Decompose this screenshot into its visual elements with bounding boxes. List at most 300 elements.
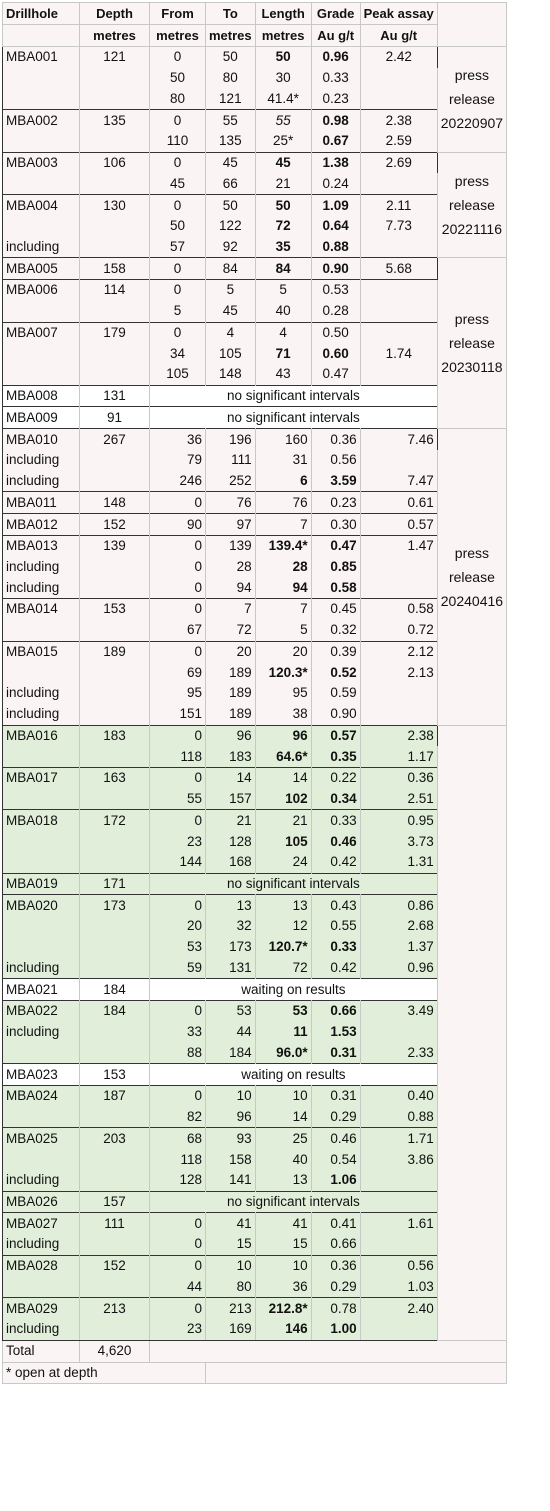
table-row — [3, 1213, 507, 1234]
total-label: Total — [3, 1340, 80, 1362]
table-row — [3, 173, 507, 194]
cell-from: 36 — [150, 429, 206, 450]
cell-peak-assay: 7.47 — [360, 471, 437, 492]
cell-grade: 0.33 — [311, 937, 360, 958]
cell-grade: 0.33 — [311, 68, 360, 89]
header-depth: Depth — [80, 3, 150, 25]
cell-to: 41 — [206, 1213, 256, 1234]
cell-grade: 0.78 — [311, 1298, 360, 1319]
cell-to: 131 — [206, 958, 256, 979]
table-row — [3, 1043, 507, 1064]
cell-from: 23 — [150, 831, 206, 852]
cell-drillhole — [3, 88, 80, 109]
cell-peak-assay: 0.56 — [360, 1255, 437, 1276]
cell-to: 13 — [206, 895, 256, 916]
cell-from: 0 — [150, 577, 206, 598]
cell-to: 121 — [206, 88, 256, 109]
cell-depth: 135 — [80, 110, 150, 131]
cell-depth — [80, 958, 150, 979]
table-row — [3, 1064, 507, 1086]
cell-peak-assay — [360, 68, 437, 89]
cell-drillhole: MBA016 — [3, 725, 80, 746]
cell-grade: 1.53 — [311, 1022, 360, 1043]
cell-grade: 0.52 — [311, 662, 360, 683]
cell-length: 7 — [255, 599, 311, 620]
cell-grade: 0.39 — [311, 641, 360, 662]
cell-depth — [80, 237, 150, 258]
table-row — [3, 514, 507, 536]
cell-peak-assay: 3.73 — [360, 831, 437, 852]
cell-depth — [80, 557, 150, 578]
cell-drillhole: MBA023 — [3, 1064, 80, 1086]
cell-grade: 0.31 — [311, 1085, 360, 1106]
cell-to: 53 — [206, 1001, 256, 1022]
cell-drillhole — [3, 343, 80, 364]
cell-drillhole: MBA004 — [3, 195, 80, 216]
table-row — [3, 216, 507, 237]
cell-drillhole — [3, 1277, 80, 1298]
cell-drillhole — [3, 216, 80, 237]
cell-drillhole — [3, 173, 80, 194]
cell-to: 183 — [206, 746, 256, 767]
cell-from: 0 — [150, 767, 206, 788]
cell-grade: 0.66 — [311, 1001, 360, 1022]
cell-drillhole: MBA027 — [3, 1213, 80, 1234]
cell-depth: 153 — [80, 1064, 150, 1086]
cell-drillhole — [3, 789, 80, 810]
cell-length: 4 — [255, 322, 311, 343]
table-row — [3, 557, 507, 578]
cell-to: 139 — [206, 535, 256, 556]
cell-length: 139.4* — [255, 535, 311, 556]
cell-from: 90 — [150, 514, 206, 536]
cell-depth — [80, 852, 150, 873]
cell-grade: 0.24 — [311, 173, 360, 194]
cell-length: 96.0* — [255, 1043, 311, 1064]
table-row — [3, 1085, 507, 1106]
cell-to: 44 — [206, 1022, 256, 1043]
cell-length: 105 — [255, 831, 311, 852]
cell-depth: 111 — [80, 1213, 150, 1234]
cell-length: 13 — [255, 895, 311, 916]
cell-to: 105 — [206, 343, 256, 364]
table-row — [3, 831, 507, 852]
cell-to: 7 — [206, 599, 256, 620]
cell-status-note: waiting on results — [150, 1064, 438, 1086]
cell-grade: 0.55 — [311, 916, 360, 937]
cell-length: 14 — [255, 1107, 311, 1128]
cell-to: 66 — [206, 173, 256, 194]
table-row — [3, 1234, 507, 1255]
cell-grade: 3.59 — [311, 471, 360, 492]
cell-peak-assay — [360, 301, 437, 322]
cell-status-note: waiting on results — [150, 979, 438, 1001]
cell-peak-assay — [360, 1170, 437, 1191]
table-row — [3, 47, 507, 68]
cell-grade: 0.42 — [311, 958, 360, 979]
cell-to: 20 — [206, 641, 256, 662]
cell-depth: 157 — [80, 1191, 150, 1213]
cell-status-note: no significant intervals — [150, 385, 438, 407]
cell-to: 5 — [206, 280, 256, 301]
cell-length: 25 — [255, 1128, 311, 1149]
cell-to: 92 — [206, 237, 256, 258]
cell-length: 30 — [255, 68, 311, 89]
cell-depth: 171 — [80, 873, 150, 895]
cell-length: 14 — [255, 767, 311, 788]
cell-peak-assay — [360, 322, 437, 343]
cell-length: 160 — [255, 429, 311, 450]
cell-grade: 0.29 — [311, 1277, 360, 1298]
cell-status-note: no significant intervals — [150, 1191, 438, 1213]
cell-grade: 0.66 — [311, 1234, 360, 1255]
cell-grade: 0.29 — [311, 1107, 360, 1128]
cell-peak-assay — [360, 577, 437, 598]
table-row — [3, 789, 507, 810]
cell-drillhole: including — [3, 958, 80, 979]
cell-grade: 0.64 — [311, 216, 360, 237]
cell-length: 5 — [255, 620, 311, 641]
cell-drillhole: MBA012 — [3, 514, 80, 536]
cell-to: 72 — [206, 620, 256, 641]
cell-from: 59 — [150, 958, 206, 979]
cell-peak-assay: 0.88 — [360, 1107, 437, 1128]
cell-peak-assay: 2.12 — [360, 641, 437, 662]
cell-drillhole: MBA022 — [3, 1001, 80, 1022]
cell-to: 45 — [206, 152, 256, 173]
cell-peak-assay: 0.57 — [360, 514, 437, 536]
cell-drillhole: including — [3, 1234, 80, 1255]
cell-to: 169 — [206, 1319, 256, 1340]
cell-from: 67 — [150, 620, 206, 641]
cell-length: 120.3* — [255, 662, 311, 683]
cell-length: 10 — [255, 1085, 311, 1106]
table-row — [3, 535, 507, 556]
cell-grade: 0.47 — [311, 364, 360, 385]
total-row — [3, 1340, 507, 1362]
cell-to: 4 — [206, 322, 256, 343]
cell-length: 102 — [255, 789, 311, 810]
cell-from: 0 — [150, 1255, 206, 1276]
cell-peak-assay: 7.73 — [360, 216, 437, 237]
cell-depth: 179 — [80, 322, 150, 343]
note-row-blank — [206, 1362, 507, 1384]
cell-grade: 0.32 — [311, 620, 360, 641]
table-row — [3, 1170, 507, 1191]
cell-status-note: no significant intervals — [150, 873, 438, 895]
table-row — [3, 68, 507, 89]
table-row — [3, 429, 507, 450]
table-row — [3, 1319, 507, 1340]
cell-depth — [80, 68, 150, 89]
cell-depth — [80, 471, 150, 492]
cell-from: 80 — [150, 88, 206, 109]
cell-length: 21 — [255, 810, 311, 831]
cell-to: 50 — [206, 47, 256, 68]
cell-to: 158 — [206, 1149, 256, 1170]
cell-drillhole — [3, 364, 80, 385]
cell-grade: 1.00 — [311, 1319, 360, 1340]
cell-from: 0 — [150, 110, 206, 131]
table-row — [3, 385, 507, 407]
cell-length: 45 — [255, 152, 311, 173]
cell-drillhole: including — [3, 704, 80, 725]
cell-grade: 0.36 — [311, 1255, 360, 1276]
cell-length: 50 — [255, 47, 311, 68]
table-row — [3, 364, 507, 385]
total-row-blank — [150, 1340, 507, 1362]
cell-from: 5 — [150, 301, 206, 322]
cell-depth — [80, 343, 150, 364]
header-drillhole-unit — [3, 25, 80, 47]
cell-peak-assay — [360, 1319, 437, 1340]
cell-peak-assay — [360, 683, 437, 704]
cell-peak-assay: 0.40 — [360, 1085, 437, 1106]
cell-to: 122 — [206, 216, 256, 237]
cell-depth: 183 — [80, 725, 150, 746]
cell-length: 41.4* — [255, 88, 311, 109]
table-row — [3, 1191, 507, 1213]
cell-peak-assay — [360, 1022, 437, 1043]
cell-peak-assay: 1.31 — [360, 852, 437, 873]
cell-grade: 0.35 — [311, 746, 360, 767]
cell-drillhole: MBA018 — [3, 810, 80, 831]
cell-drillhole: MBA015 — [3, 641, 80, 662]
cell-depth: 152 — [80, 1255, 150, 1276]
cell-drillhole — [3, 301, 80, 322]
cell-drillhole: MBA003 — [3, 152, 80, 173]
cell-from: 0 — [150, 535, 206, 556]
cell-length: 21 — [255, 173, 311, 194]
cell-to: 28 — [206, 557, 256, 578]
cell-depth — [80, 1277, 150, 1298]
cell-depth — [80, 620, 150, 641]
cell-grade: 0.34 — [311, 789, 360, 810]
cell-drillhole: MBA008 — [3, 385, 80, 407]
cell-depth: 184 — [80, 1001, 150, 1022]
cell-from: 0 — [150, 195, 206, 216]
total-value: 4,620 — [80, 1340, 150, 1362]
cell-depth: 189 — [80, 641, 150, 662]
cell-depth: 187 — [80, 1085, 150, 1106]
header-row-2 — [3, 25, 507, 47]
cell-depth: 184 — [80, 979, 150, 1001]
cell-depth: 121 — [80, 47, 150, 68]
table-row — [3, 852, 507, 873]
cell-from: 0 — [150, 47, 206, 68]
table-row — [3, 916, 507, 937]
cell-peak-assay: 2.51 — [360, 789, 437, 810]
cell-from: 144 — [150, 852, 206, 873]
cell-depth: 139 — [80, 535, 150, 556]
header-drillhole: Drillhole — [3, 3, 80, 25]
cell-grade: 1.06 — [311, 1170, 360, 1191]
cell-to: 157 — [206, 789, 256, 810]
cell-peak-assay: 2.38 — [360, 110, 437, 131]
table-row — [3, 88, 507, 109]
cell-drillhole — [3, 1107, 80, 1128]
cell-from: 34 — [150, 343, 206, 364]
cell-drillhole: MBA002 — [3, 110, 80, 131]
cell-peak-assay: 1.17 — [360, 746, 437, 767]
cell-length: 7 — [255, 514, 311, 536]
cell-length: 24 — [255, 852, 311, 873]
header-from-unit: metres — [150, 25, 206, 47]
cell-peak-assay: 2.11 — [360, 195, 437, 216]
cell-from: 0 — [150, 599, 206, 620]
cell-from: 57 — [150, 237, 206, 258]
press-release-label: press release 20230118 — [437, 258, 506, 429]
cell-length: 12 — [255, 916, 311, 937]
note-row — [3, 1362, 507, 1384]
cell-drillhole: MBA028 — [3, 1255, 80, 1276]
cell-length: 72 — [255, 958, 311, 979]
cell-to: 141 — [206, 1170, 256, 1191]
cell-to: 96 — [206, 1107, 256, 1128]
header-to: To — [206, 3, 256, 25]
table-row — [3, 301, 507, 322]
cell-to: 15 — [206, 1234, 256, 1255]
cell-drillhole: including — [3, 1170, 80, 1191]
cell-from: 0 — [150, 725, 206, 746]
cell-depth — [80, 1043, 150, 1064]
cell-to: 32 — [206, 916, 256, 937]
cell-from: 53 — [150, 937, 206, 958]
cell-drillhole: MBA026 — [3, 1191, 80, 1213]
cell-length: 212.8* — [255, 1298, 311, 1319]
cell-drillhole: including — [3, 683, 80, 704]
cell-depth: 172 — [80, 810, 150, 831]
cell-from: 45 — [150, 173, 206, 194]
cell-depth — [80, 937, 150, 958]
cell-from: 0 — [150, 1085, 206, 1106]
table-row — [3, 704, 507, 725]
cell-drillhole: MBA024 — [3, 1085, 80, 1106]
cell-depth — [80, 131, 150, 152]
cell-depth: 213 — [80, 1298, 150, 1319]
cell-length: 43 — [255, 364, 311, 385]
cell-drillhole: MBA014 — [3, 599, 80, 620]
cell-drillhole — [3, 662, 80, 683]
press-release-label: press release 20220907 — [437, 47, 506, 153]
cell-depth — [80, 683, 150, 704]
cell-to: 50 — [206, 195, 256, 216]
cell-depth — [80, 662, 150, 683]
cell-to: 10 — [206, 1085, 256, 1106]
cell-peak-assay — [360, 237, 437, 258]
cell-from: 0 — [150, 1298, 206, 1319]
cell-peak-assay: 1.61 — [360, 1213, 437, 1234]
press-release-label: press release 20240416 — [437, 429, 506, 725]
cell-length: 20 — [255, 641, 311, 662]
table-row — [3, 195, 507, 216]
cell-depth — [80, 746, 150, 767]
cell-depth — [80, 216, 150, 237]
cell-drillhole: MBA025 — [3, 1128, 80, 1149]
cell-depth: 158 — [80, 258, 150, 280]
cell-to: 80 — [206, 1277, 256, 1298]
cell-peak-assay: 2.38 — [360, 725, 437, 746]
cell-peak-assay: 0.96 — [360, 958, 437, 979]
cell-from: 0 — [150, 258, 206, 280]
table-row — [3, 1255, 507, 1276]
cell-from: 33 — [150, 1022, 206, 1043]
cell-grade: 0.56 — [311, 450, 360, 471]
cell-to: 168 — [206, 852, 256, 873]
cell-to: 213 — [206, 1298, 256, 1319]
cell-drillhole — [3, 831, 80, 852]
cell-drillhole — [3, 68, 80, 89]
cell-from: 0 — [150, 557, 206, 578]
cell-length: 55 — [255, 110, 311, 131]
table-row — [3, 620, 507, 641]
cell-from: 0 — [150, 322, 206, 343]
cell-peak-assay: 2.42 — [360, 47, 437, 68]
cell-to: 148 — [206, 364, 256, 385]
cell-drillhole: MBA011 — [3, 492, 80, 514]
cell-peak-assay: 2.68 — [360, 916, 437, 937]
cell-from: 0 — [150, 895, 206, 916]
table-body — [3, 47, 507, 1341]
cell-drillhole: including — [3, 1022, 80, 1043]
cell-peak-assay: 1.37 — [360, 937, 437, 958]
cell-grade: 0.31 — [311, 1043, 360, 1064]
cell-drillhole — [3, 131, 80, 152]
cell-peak-assay: 2.59 — [360, 131, 437, 152]
table-row — [3, 937, 507, 958]
cell-from: 118 — [150, 746, 206, 767]
cell-from: 128 — [150, 1170, 206, 1191]
table-row — [3, 958, 507, 979]
cell-from: 118 — [150, 1149, 206, 1170]
cell-peak-assay: 0.36 — [360, 767, 437, 788]
cell-depth: 163 — [80, 767, 150, 788]
table-row — [3, 322, 507, 343]
cell-drillhole: including — [3, 577, 80, 598]
cell-depth — [80, 1022, 150, 1043]
cell-drillhole — [3, 916, 80, 937]
cell-from: 82 — [150, 1107, 206, 1128]
cell-to: 94 — [206, 577, 256, 598]
cell-from: 55 — [150, 789, 206, 810]
cell-depth — [80, 88, 150, 109]
header-grade: Grade — [311, 3, 360, 25]
cell-peak-assay: 0.72 — [360, 620, 437, 641]
cell-from: 95 — [150, 683, 206, 704]
cell-grade: 0.90 — [311, 258, 360, 280]
table-row — [3, 1149, 507, 1170]
header-from: From — [150, 3, 206, 25]
cell-peak-assay — [360, 450, 437, 471]
cell-depth: 148 — [80, 492, 150, 514]
cell-from: 105 — [150, 364, 206, 385]
cell-length: 15 — [255, 1234, 311, 1255]
cell-from: 44 — [150, 1277, 206, 1298]
cell-peak-assay — [360, 173, 437, 194]
cell-to: 93 — [206, 1128, 256, 1149]
header-grade-unit: Au g/t — [311, 25, 360, 47]
cell-to: 10 — [206, 1255, 256, 1276]
header-length-unit: metres — [255, 25, 311, 47]
cell-drillhole — [3, 852, 80, 873]
cell-depth — [80, 364, 150, 385]
header-depth-unit: metres — [80, 25, 150, 47]
cell-depth: 131 — [80, 385, 150, 407]
cell-grade: 0.57 — [311, 725, 360, 746]
cell-depth — [80, 831, 150, 852]
cell-depth: 130 — [80, 195, 150, 216]
table-row — [3, 1001, 507, 1022]
